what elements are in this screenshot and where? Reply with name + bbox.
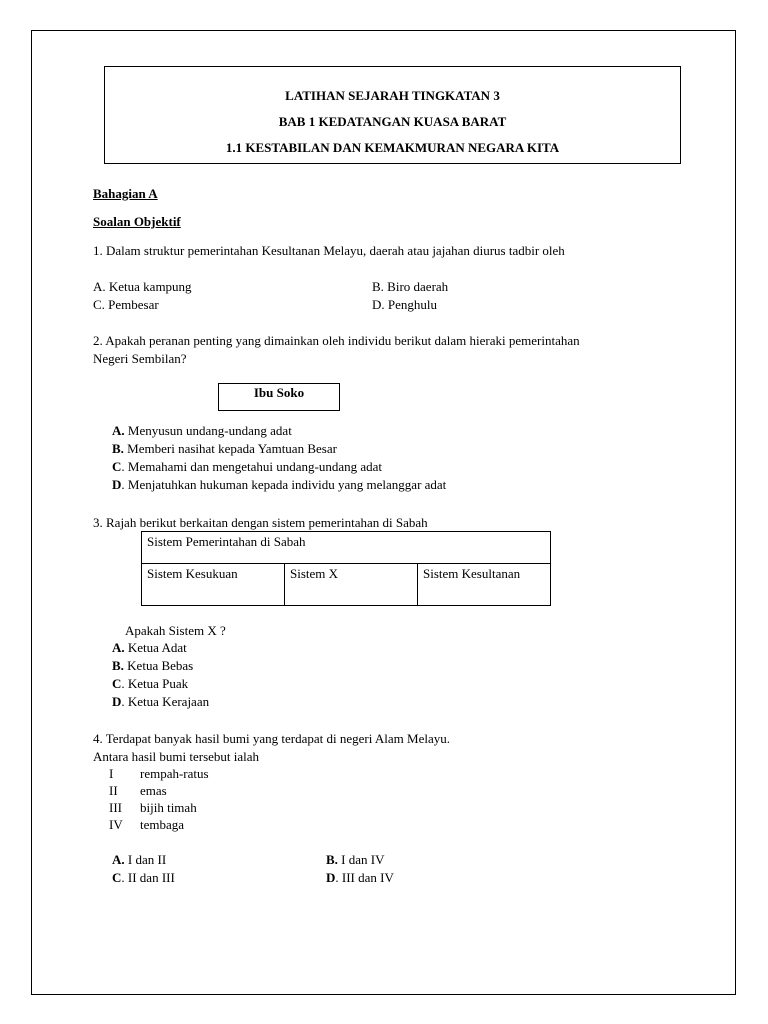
- q1-option-b: B. Biro daerah: [372, 279, 449, 294]
- q4-item-text: tembaga: [140, 817, 185, 832]
- q4-item-num: IV: [109, 817, 123, 832]
- q4-option-a: [112, 852, 166, 868]
- table-cell-kesultanan: Sistem Kesultanan: [418, 564, 551, 606]
- option-text: Ketua Adat: [124, 640, 187, 655]
- q3-option-a: [112, 640, 187, 656]
- option-letter: A.: [112, 852, 125, 867]
- option-letter: C: [112, 870, 122, 885]
- option-letter: B.: [112, 658, 124, 673]
- ibu-soko-box: [218, 383, 340, 411]
- option-letter: D: [112, 694, 122, 709]
- q2-option-b: [112, 441, 337, 457]
- option-text: Memberi nasihat kepada Yamtuan Besar: [123, 441, 337, 456]
- q2-option-a: [112, 423, 292, 439]
- option-text: . Ketua Puak: [121, 676, 189, 691]
- sabah-government-table: [141, 531, 551, 606]
- worksheet-page: [31, 30, 736, 995]
- option-letter: C: [112, 459, 122, 474]
- title-box: [104, 66, 681, 164]
- option-letter: D: [112, 477, 122, 492]
- q2-text-line1: 2. Apakah peranan penting yang dimainkan oleh individu berikut dalam hieraki pemerintahan: [93, 333, 580, 348]
- q3-text: 3. Rajah berikut berkaitan dengan sistem pemerintahan di Sabah: [93, 515, 428, 530]
- option-letter: C: [112, 676, 122, 691]
- option-letter: A.: [112, 423, 125, 438]
- q4-item-text: bijih timah: [140, 800, 197, 815]
- option-text: I dan IV: [337, 852, 385, 867]
- worksheet-title: LATIHAN SEJARAH TINGKATAN 3: [285, 88, 500, 103]
- q4-text-line1: 4. Terdapat banyak hasil bumi yang terdapat di negeri Alam Melayu.: [93, 731, 450, 746]
- option-text: . Memahami dan mengetahui undang-undang adat: [121, 459, 383, 474]
- option-text: Menyusun undang-undang adat: [124, 423, 292, 438]
- section-title: Bahagian A: [93, 186, 158, 201]
- q4-option-c: [112, 870, 175, 886]
- q4-option-b: [326, 852, 385, 868]
- option-text: Ketua Bebas: [123, 658, 194, 673]
- option-letter: B.: [112, 441, 124, 456]
- q4-item-num: II: [109, 783, 118, 798]
- option-letter: A.: [112, 640, 125, 655]
- q3-option-c: [112, 676, 188, 692]
- q4-item-text: emas: [140, 783, 167, 798]
- q3-question: Apakah Sistem X ?: [125, 623, 226, 638]
- option-letter: D: [326, 870, 336, 885]
- option-letter: B.: [326, 852, 338, 867]
- q4-item-num: III: [109, 800, 122, 815]
- q3-option-b: [112, 658, 193, 674]
- option-text: . Ketua Kerajaan: [121, 694, 210, 709]
- q4-item-num: I: [109, 766, 114, 781]
- q1-option-d: D. Penghulu: [372, 297, 437, 312]
- q1-text: 1. Dalam struktur pemerintahan Kesultanan Melayu, daerah atau jajahan diurus tadbir oleh: [93, 243, 565, 258]
- q1-option-a: A. Ketua kampung: [93, 279, 192, 294]
- q3-option-d: [112, 694, 209, 710]
- option-text: I dan II: [124, 852, 167, 867]
- table-cell-kesukuan: Sistem Kesukuan: [142, 564, 285, 606]
- table-title-cell: Sistem Pemerintahan di Sabah: [142, 532, 551, 564]
- topic-title: 1.1 KESTABILAN DAN KEMAKMURAN NEGARA KITA: [225, 140, 560, 155]
- q1-option-c: C. Pembesar: [93, 297, 159, 312]
- q2-option-c: [112, 459, 382, 475]
- q4-option-d: [326, 870, 394, 886]
- q4-text-line2: Antara hasil bumi tersebut ialah: [93, 749, 260, 764]
- option-text: . II dan III: [121, 870, 175, 885]
- option-text: . Menjatuhkan hukuman kepada individu yang melanggar adat: [121, 477, 447, 492]
- q2-option-d: [112, 477, 446, 493]
- q2-text-line2: Negeri Sembilan?: [93, 351, 187, 366]
- chapter-title: BAB 1 KEDATANGAN KUASA BARAT: [278, 114, 507, 129]
- table-cell-sistem-x: Sistem X: [285, 564, 418, 606]
- section-subtitle: Soalan Objektif: [93, 214, 181, 229]
- ibu-soko-label: Ibu Soko: [253, 385, 305, 400]
- option-text: . III dan IV: [335, 870, 394, 885]
- q4-item-text: rempah-ratus: [140, 766, 209, 781]
